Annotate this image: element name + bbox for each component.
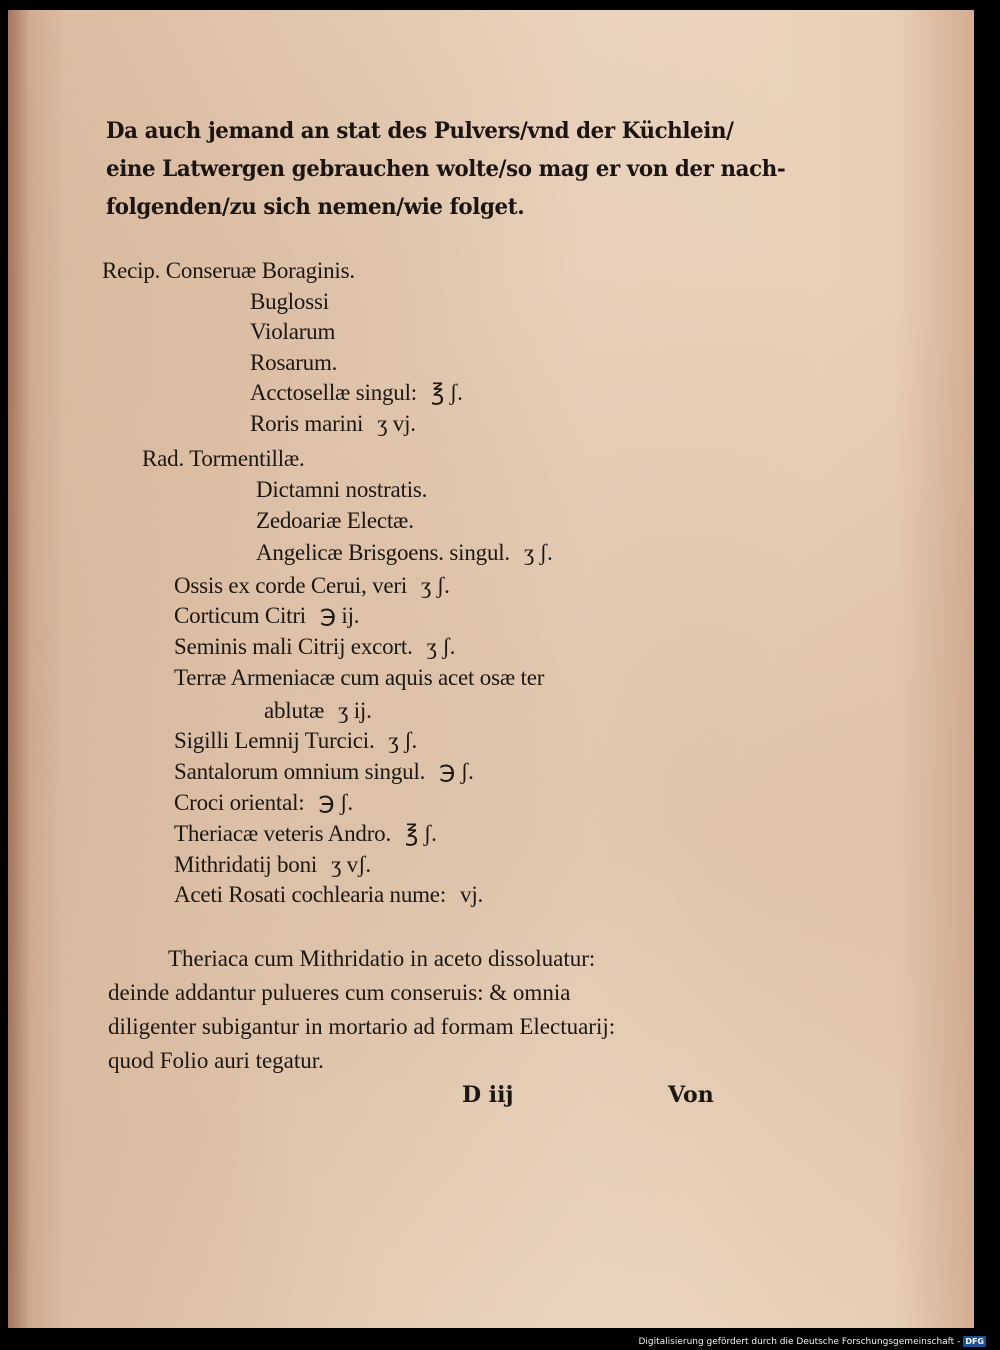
heading-line-2: eine Latwergen gebrauchen wolte/so mag er von der nach- (106, 156, 786, 182)
catchword: Von (668, 1082, 714, 1108)
recipe-line: Sigilli Lemnij Turcici. ʒ ʃ. (174, 728, 418, 753)
recipe-line: Aceti Rosati cochlearia nume: vj. (174, 882, 484, 907)
heading-line-3: folgenden/zu sich nemen/wie folget. (106, 194, 525, 220)
recipe-line: Santalorum omnium singul. ℈ ʃ. (174, 759, 474, 784)
recipe-line: Croci oriental: ℈ ʃ. (174, 790, 353, 815)
dfg-logo[interactable]: DFG (965, 1337, 984, 1346)
book-page (8, 10, 974, 1328)
recipe-line: Mithridatij boni ʒ vʃ. (174, 852, 371, 877)
recipe-line: Acctosellæ singul: ℥ ʃ. (250, 380, 463, 405)
recipe-line: Ossis ex corde Cerui, veri ʒ ʃ. (174, 573, 450, 598)
german-heading (106, 112, 786, 226)
recipe-line: Terræ Armeniacæ cum aquis acet osæ ter (174, 665, 545, 690)
recipe-line: ablutæ ʒ ij. (264, 698, 372, 723)
paragraph-line: deinde addantur pulueres cum conseruis: & omnia (108, 980, 571, 1005)
heading-line-1: Da auch jemand an stat des Pulvers/vnd der Küchlein/ (106, 118, 734, 144)
recipe-line: Rosarum. (250, 350, 338, 375)
recipe-line: Dictamni nostratis. (256, 477, 428, 502)
paragraph-line: quod Folio auri tegatur. (108, 1048, 324, 1073)
paragraph-line: Theriaca cum Mithridatio in aceto dissoluatur: (168, 946, 596, 971)
paragraph-line: diligenter subigantur in mortario ad formam Electuarij: (108, 1014, 616, 1039)
instruction-paragraph (108, 942, 738, 1078)
signature-mark: D iij (462, 1082, 514, 1108)
recipe-line: Seminis mali Citrij excort. ʒ ʃ. (174, 634, 456, 659)
recipe-line: Rad. Tormentillæ. (142, 446, 305, 471)
recipe-line: Angelicæ Brisgoens. singul. ʒ ʃ. (256, 540, 553, 565)
recipe-line: Recip. Conseruæ Boraginis. (102, 258, 355, 283)
recipe-line: Buglossi (250, 289, 329, 314)
footer-text: Digitalisierung gefördert durch die Deutsche Forschungsgemeinschaft - (638, 1337, 961, 1347)
recipe-line: Theriacæ veteris Andro. ℥ ʃ. (174, 821, 437, 846)
recipe-line: Violarum (250, 319, 336, 344)
recipe-line: Zedoariæ Electæ. (256, 508, 414, 533)
recipe-line: Roris marini ʒ vj. (250, 411, 416, 436)
recipe-line: Corticum Citri ℈ ij. (174, 603, 360, 628)
footer-credit (638, 1336, 986, 1348)
